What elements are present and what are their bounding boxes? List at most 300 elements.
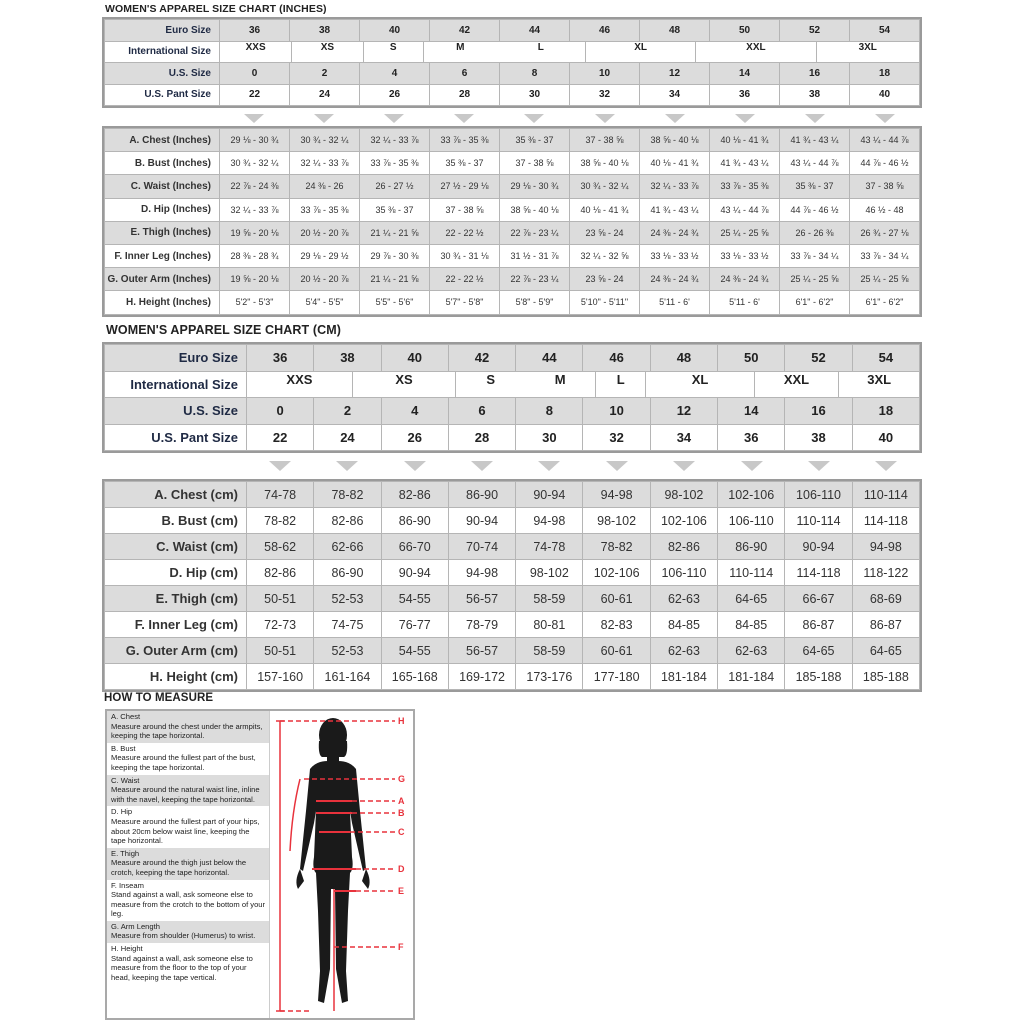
marker-label-e: E — [398, 886, 405, 896]
cell: 50 — [718, 345, 785, 372]
row-label: Euro Size — [105, 345, 247, 372]
cell: 48 — [650, 345, 717, 372]
cell: 24 ⅜ - 24 ¾ — [640, 221, 710, 244]
euro-size-row — [105, 20, 920, 42]
measure-item-heading: F. Inseam — [111, 880, 144, 890]
cell: 86-87 — [785, 612, 852, 638]
cell: 86-90 — [718, 534, 785, 560]
cell: 24 ⅜ - 24 ¾ — [640, 268, 710, 291]
cell: 22 - 22 ½ — [430, 221, 500, 244]
cell: 98-102 — [650, 482, 717, 508]
cell: XXS — [286, 371, 313, 387]
cell: 54-55 — [381, 638, 448, 664]
cell: 68-69 — [852, 586, 919, 612]
cell: 43 ¼ - 44 ⅞ — [710, 198, 780, 221]
cell: 102-106 — [650, 508, 717, 534]
cell: 86-87 — [852, 612, 919, 638]
cell: 50-51 — [247, 638, 314, 664]
cell: 22 ⅞ - 23 ¼ — [500, 221, 570, 244]
cell: 37 - 38 ⅝ — [850, 175, 920, 198]
marker-label-g: G — [398, 774, 406, 784]
cell: 54 — [852, 345, 919, 372]
cell: 14 — [710, 63, 780, 85]
down-arrow-icon — [650, 459, 717, 473]
cell: 86-90 — [314, 560, 381, 586]
cell: 169-172 — [448, 664, 515, 690]
cell: 40 ⅛ - 41 ¾ — [640, 152, 710, 175]
marker-label-b: B — [398, 808, 405, 818]
down-arrow-icon — [246, 459, 313, 473]
cell: 25 ¼ - 25 ⅝ — [850, 268, 920, 291]
down-arrow-icon — [516, 459, 583, 473]
row-label: E. Thigh (cm) — [105, 586, 247, 612]
cell: 90-94 — [785, 534, 852, 560]
cell: XS — [291, 42, 362, 63]
cell: 80-81 — [516, 612, 583, 638]
cell: 78-82 — [583, 534, 650, 560]
cell: 10 — [583, 398, 650, 425]
cell: 66-67 — [785, 586, 852, 612]
down-arrow-icon — [429, 112, 499, 124]
cell: 30 ¾ - 31 ⅛ — [430, 244, 500, 267]
cell: 30 ¾ - 32 ¼ — [290, 129, 360, 152]
cell: 161-164 — [314, 664, 381, 690]
cell: 70-74 — [448, 534, 515, 560]
cell: 35 ⅜ - 37 — [500, 129, 570, 152]
cell: 86-90 — [448, 482, 515, 508]
cell: 181-184 — [718, 664, 785, 690]
cell: 30 ¾ - 32 ¼ — [570, 175, 640, 198]
measure-item-heading: A. Chest — [111, 712, 141, 721]
down-arrow-icon — [289, 112, 359, 124]
down-arrow-icon — [718, 459, 785, 473]
cell: 28 — [448, 424, 515, 451]
cell: 106-110 — [718, 508, 785, 534]
cell: 5'2" - 5'3" — [220, 291, 290, 314]
cell: 41 ¾ - 43 ¼ — [640, 198, 710, 221]
cell: L — [537, 41, 544, 53]
measure-item — [107, 806, 269, 847]
cm-measurement-table — [104, 481, 920, 690]
cell: 62-66 — [314, 534, 381, 560]
measure-item — [107, 943, 269, 984]
cell: 110-114 — [852, 482, 919, 508]
cell: 165-168 — [381, 664, 448, 690]
inches-chart-title: WOMEN'S APPAREL SIZE CHART (INCHES) — [105, 3, 327, 15]
cell: 12 — [640, 63, 710, 85]
cell: 94-98 — [583, 482, 650, 508]
down-arrow-icon — [499, 112, 569, 124]
cell: 82-83 — [583, 612, 650, 638]
cell: 40 — [381, 345, 448, 372]
cell: 24 ⅜ - 24 ¾ — [710, 268, 780, 291]
down-arrow-icon — [853, 459, 920, 473]
cell: 82-86 — [381, 482, 448, 508]
cell: 114-118 — [785, 560, 852, 586]
cell: 6'1" - 6'2" — [780, 291, 850, 314]
cell: 36 — [710, 84, 780, 106]
cell: 34 — [640, 84, 710, 106]
cell: 46 — [583, 345, 650, 372]
measurement-row — [105, 268, 920, 291]
cell: 18 — [850, 63, 920, 85]
cell: 62-63 — [650, 638, 717, 664]
measure-item — [107, 921, 269, 943]
measure-item-heading: H. Height — [111, 944, 143, 954]
cm-arrow-row — [246, 459, 920, 473]
row-label: U.S. Pant Size — [105, 424, 247, 451]
cell: 52 — [780, 20, 850, 42]
cell: 37 - 38 ⅝ — [500, 152, 570, 175]
measurement-row — [105, 534, 920, 560]
cell: 33 ⅞ - 34 ¼ — [780, 244, 850, 267]
how-to-measure-title: HOW TO MEASURE — [104, 692, 214, 704]
row-label: C. Waist (cm) — [105, 534, 247, 560]
cell: 22 — [220, 84, 290, 106]
measure-item-text: Measure from shoulder (Humerus) to wrist. — [111, 931, 256, 941]
cell: 40 — [360, 20, 430, 42]
cell: 86-90 — [381, 508, 448, 534]
body-figure — [270, 711, 413, 1018]
row-label: F. Inner Leg (Inches) — [105, 244, 220, 267]
cell: 94-98 — [852, 534, 919, 560]
cell: 181-184 — [650, 664, 717, 690]
cell: 82-86 — [247, 560, 314, 586]
row-label: G. Outer Arm (Inches) — [105, 268, 220, 291]
cell: 24 — [314, 424, 381, 451]
measurement-row — [105, 638, 920, 664]
marker-label-a: A — [398, 796, 405, 806]
cell: 106-110 — [785, 482, 852, 508]
cell: 18 — [852, 398, 919, 425]
cell: 5'10" - 5'11" — [570, 291, 640, 314]
cell: 5'11 - 6' — [640, 291, 710, 314]
cell: 22 ⅞ - 24 ⅜ — [220, 175, 290, 198]
cell: 14 — [718, 398, 785, 425]
cm-chart-title: WOMEN'S APPAREL SIZE CHART (CM) — [106, 323, 342, 337]
measurement-row — [105, 175, 920, 198]
marker-label-f: F — [398, 942, 404, 952]
cell: 40 ⅛ - 41 ¾ — [710, 129, 780, 152]
cell: 26 - 27 ½ — [360, 175, 430, 198]
down-arrow-icon — [710, 112, 780, 124]
cell: 78-82 — [314, 482, 381, 508]
us-size-row — [105, 398, 920, 425]
measurement-row — [105, 612, 920, 638]
cell: 185-188 — [852, 664, 919, 690]
row-label: B. Bust (cm) — [105, 508, 247, 534]
row-label: A. Chest (Inches) — [105, 129, 220, 152]
cell: 5'4" - 5'5" — [290, 291, 360, 314]
cell: 62-63 — [718, 638, 785, 664]
cell: 43 ¼ - 44 ⅞ — [780, 152, 850, 175]
cell: 6'1" - 6'2" — [850, 291, 920, 314]
cell: 54-55 — [381, 586, 448, 612]
cell: 90-94 — [516, 482, 583, 508]
cell: 22 - 22 ½ — [430, 268, 500, 291]
euro-size-row — [105, 345, 920, 372]
measure-item — [107, 711, 269, 743]
measurement-row — [105, 221, 920, 244]
row-label: F. Inner Leg (cm) — [105, 612, 247, 638]
cell: 48 — [640, 20, 710, 42]
measurement-row — [105, 560, 920, 586]
row-label: International Size — [105, 41, 220, 63]
cell: 24 ⅜ - 26 — [290, 175, 360, 198]
international-size-row — [105, 371, 920, 398]
row-label: A. Chest (cm) — [105, 482, 247, 508]
down-arrow-icon — [850, 112, 920, 124]
cell: 25 ¼ - 25 ⅝ — [780, 268, 850, 291]
cell: 8 — [500, 63, 570, 85]
cell: XL — [645, 372, 753, 398]
cell: 32 ¼ - 33 ⅞ — [640, 175, 710, 198]
cell: 16 — [785, 398, 852, 425]
measurement-row — [105, 291, 920, 314]
cell: 30 — [500, 84, 570, 106]
cell: 72-73 — [247, 612, 314, 638]
cell: 44 — [500, 20, 570, 42]
cell: 30 — [516, 424, 583, 451]
cell: 3XL — [838, 372, 919, 398]
cell: 19 ⅝ - 20 ⅛ — [220, 221, 290, 244]
cell: 20 ½ - 20 ⅞ — [290, 268, 360, 291]
cell: 3XL — [816, 42, 919, 63]
cell: 31 ½ - 31 ⅞ — [500, 244, 570, 267]
cell: 24 — [290, 84, 360, 106]
cell: 106-110 — [650, 560, 717, 586]
row-label: D. Hip (Inches) — [105, 198, 220, 221]
cell: 185-188 — [785, 664, 852, 690]
cell: 66-70 — [381, 534, 448, 560]
cell: 52-53 — [314, 638, 381, 664]
cell: 4 — [360, 63, 430, 85]
cell: 114-118 — [852, 508, 919, 534]
cell: 98-102 — [516, 560, 583, 586]
cell: L — [595, 372, 645, 398]
cell: 50 — [710, 20, 780, 42]
cell: 37 - 38 ⅝ — [430, 198, 500, 221]
cell: 16 — [780, 63, 850, 85]
row-label: U.S. Size — [105, 63, 220, 85]
cell: XXS — [245, 41, 266, 53]
measure-item-text: Measure around the fullest part of the bust, keeping the tape horizontal. — [111, 753, 256, 772]
inches-arrow-row — [219, 112, 920, 124]
measure-item — [107, 848, 269, 880]
measurement-row — [105, 482, 920, 508]
measure-item-text: Measure around the thigh just below the crotch, keeping the tape horizontal. — [111, 858, 247, 877]
cell: 110-114 — [785, 508, 852, 534]
cell: 42 — [430, 20, 500, 42]
cell: 4 — [381, 398, 448, 425]
cell: 32 — [570, 84, 640, 106]
cell: 78-82 — [247, 508, 314, 534]
cell: 38 — [785, 424, 852, 451]
cell: M — [423, 42, 497, 63]
cell: 0 — [247, 398, 314, 425]
cell: 33 ⅛ - 33 ½ — [710, 244, 780, 267]
measure-item — [107, 775, 269, 807]
cell: 38 — [314, 345, 381, 372]
cell: 33 ⅞ - 35 ⅜ — [360, 152, 430, 175]
cell: 6 — [448, 398, 515, 425]
inches-size-header-table — [104, 19, 920, 106]
cell: S — [455, 372, 525, 398]
measure-item-heading: E. Thigh — [111, 848, 140, 858]
cell: 12 — [650, 398, 717, 425]
cell: 27 ½ - 29 ⅛ — [430, 175, 500, 198]
cell: 84-85 — [650, 612, 717, 638]
cell: 22 ⅞ - 23 ¼ — [500, 268, 570, 291]
down-arrow-icon — [780, 112, 850, 124]
row-label: C. Waist (Inches) — [105, 175, 220, 198]
cell: 74-78 — [247, 482, 314, 508]
down-arrow-icon — [359, 112, 429, 124]
cell: 60-61 — [583, 638, 650, 664]
cell: 26 — [360, 84, 430, 106]
cell: 5'7" - 5'8" — [430, 291, 500, 314]
cell: 46 ½ - 48 — [850, 198, 920, 221]
cell: 26 ¾ - 27 ⅛ — [850, 221, 920, 244]
us-pant-size-row — [105, 424, 920, 451]
cell: 64-65 — [718, 586, 785, 612]
measure-item-heading: D. Hip — [111, 807, 133, 817]
cell: 46 — [570, 20, 640, 42]
cell: 43 ¼ - 44 ⅞ — [850, 129, 920, 152]
cell: 37 - 38 ⅝ — [570, 129, 640, 152]
cell: 8 — [516, 398, 583, 425]
measurement-row — [105, 664, 920, 690]
marker-label-d: D — [398, 864, 405, 874]
us-pant-size-row — [105, 84, 920, 106]
cell: 29 ⅛ - 29 ½ — [290, 244, 360, 267]
cell: M — [554, 371, 566, 387]
measurement-row — [105, 152, 920, 175]
cell: 21 ¼ - 21 ⅝ — [360, 268, 430, 291]
cell: 30 ¾ - 32 ¼ — [220, 152, 290, 175]
cell: 64-65 — [785, 638, 852, 664]
body-silhouette-icon — [270, 711, 413, 1018]
cell: 60-61 — [583, 586, 650, 612]
cell: 177-180 — [583, 664, 650, 690]
cell: 26 - 26 ⅜ — [780, 221, 850, 244]
intl-size-strip — [247, 371, 920, 398]
cell: 58-59 — [516, 638, 583, 664]
cell: 28 — [430, 84, 500, 106]
cell: 41 ¾ - 43 ¼ — [710, 152, 780, 175]
cell: XL — [585, 42, 695, 63]
cell: 32 ¼ - 33 ⅞ — [220, 198, 290, 221]
measurement-row — [105, 586, 920, 612]
cell: 173-176 — [516, 664, 583, 690]
cm-size-header-table — [104, 344, 920, 451]
cell: 6 — [430, 63, 500, 85]
cell: 2 — [290, 63, 360, 85]
cell: 90-94 — [448, 508, 515, 534]
down-arrow-icon — [640, 112, 710, 124]
cell: 28 ⅜ - 28 ¾ — [220, 244, 290, 267]
cell: 35 ⅜ - 37 — [430, 152, 500, 175]
cell: 32 ¼ - 32 ⅝ — [570, 244, 640, 267]
cell: 36 — [220, 20, 290, 42]
measure-item-text: Measure around the chest under the armpits, keeping the tape horizontal. — [111, 721, 263, 741]
cell: 29 ⅛ - 30 ¾ — [220, 129, 290, 152]
cell: 33 ⅛ - 33 ½ — [640, 244, 710, 267]
cell: 32 ¼ - 33 ⅞ — [290, 152, 360, 175]
measure-item-text: Stand against a wall, ask someone else to measure from the crotch to the bottom of your leg. — [111, 890, 266, 919]
row-label: H. Height (cm) — [105, 664, 247, 690]
cell: 94-98 — [448, 560, 515, 586]
cell: 22 — [247, 424, 314, 451]
measure-instructions — [107, 711, 270, 1018]
cell: 58-59 — [516, 586, 583, 612]
cell: 38 ⅝ - 40 ⅛ — [500, 198, 570, 221]
measurement-row — [105, 129, 920, 152]
cell: 21 ¼ - 21 ⅝ — [360, 221, 430, 244]
row-label: H. Height (Inches) — [105, 291, 220, 314]
marker-label-h: H — [398, 716, 405, 726]
cell: 54 — [850, 20, 920, 42]
down-arrow-icon — [219, 112, 289, 124]
row-label: U.S. Size — [105, 398, 247, 425]
cell: 118-122 — [852, 560, 919, 586]
cell: 29 ⅞ - 30 ⅜ — [360, 244, 430, 267]
cell: 32 ¼ - 33 ⅞ — [360, 129, 430, 152]
cell: 82-86 — [650, 534, 717, 560]
inches-measurement-table — [104, 128, 920, 315]
measure-item-text: Measure around the fullest part of your hips, about 20cm below waist line, keeping the tape horizontal. — [111, 816, 260, 846]
international-size-row — [105, 41, 920, 63]
cell: 52 — [785, 345, 852, 372]
cell: 56-57 — [448, 586, 515, 612]
row-label: E. Thigh (Inches) — [105, 221, 220, 244]
cell: XXL — [695, 42, 815, 63]
cell: 62-63 — [650, 586, 717, 612]
measure-item-text: Measure around the natural waist line, inline with the navel, keeping the tape horizontal. — [111, 785, 260, 804]
down-arrow-icon — [313, 459, 380, 473]
cell: 38 ⅝ - 40 ⅛ — [640, 129, 710, 152]
measurement-row — [105, 198, 920, 221]
cell: 64-65 — [852, 638, 919, 664]
cell: 110-114 — [718, 560, 785, 586]
down-arrow-icon — [785, 459, 852, 473]
cell: 38 — [290, 20, 360, 42]
cell: 40 — [852, 424, 919, 451]
row-label: G. Outer Arm (cm) — [105, 638, 247, 664]
cell: 102-106 — [718, 482, 785, 508]
cell: 23 ⅝ - 24 — [570, 268, 640, 291]
measure-item-heading: C. Waist — [111, 775, 140, 785]
cell: 84-85 — [718, 612, 785, 638]
measure-item-heading: B. Bust — [111, 743, 136, 753]
us-size-row — [105, 63, 920, 85]
cell: 36 — [718, 424, 785, 451]
cell: 44 — [516, 345, 583, 372]
cell: 34 — [650, 424, 717, 451]
cell: 94-98 — [516, 508, 583, 534]
cell: XXL — [754, 372, 839, 398]
row-label: Euro Size — [105, 20, 220, 42]
cell: 35 ⅜ - 37 — [780, 175, 850, 198]
cell: 102-106 — [583, 560, 650, 586]
measure-item — [107, 743, 269, 775]
cell: 33 ⅞ - 34 ¼ — [850, 244, 920, 267]
cell: 33 ⅞ - 35 ⅜ — [710, 175, 780, 198]
cell: 29 ⅛ - 30 ¾ — [500, 175, 570, 198]
cell: 58-62 — [247, 534, 314, 560]
cell: 2 — [314, 398, 381, 425]
measurement-row — [105, 244, 920, 267]
